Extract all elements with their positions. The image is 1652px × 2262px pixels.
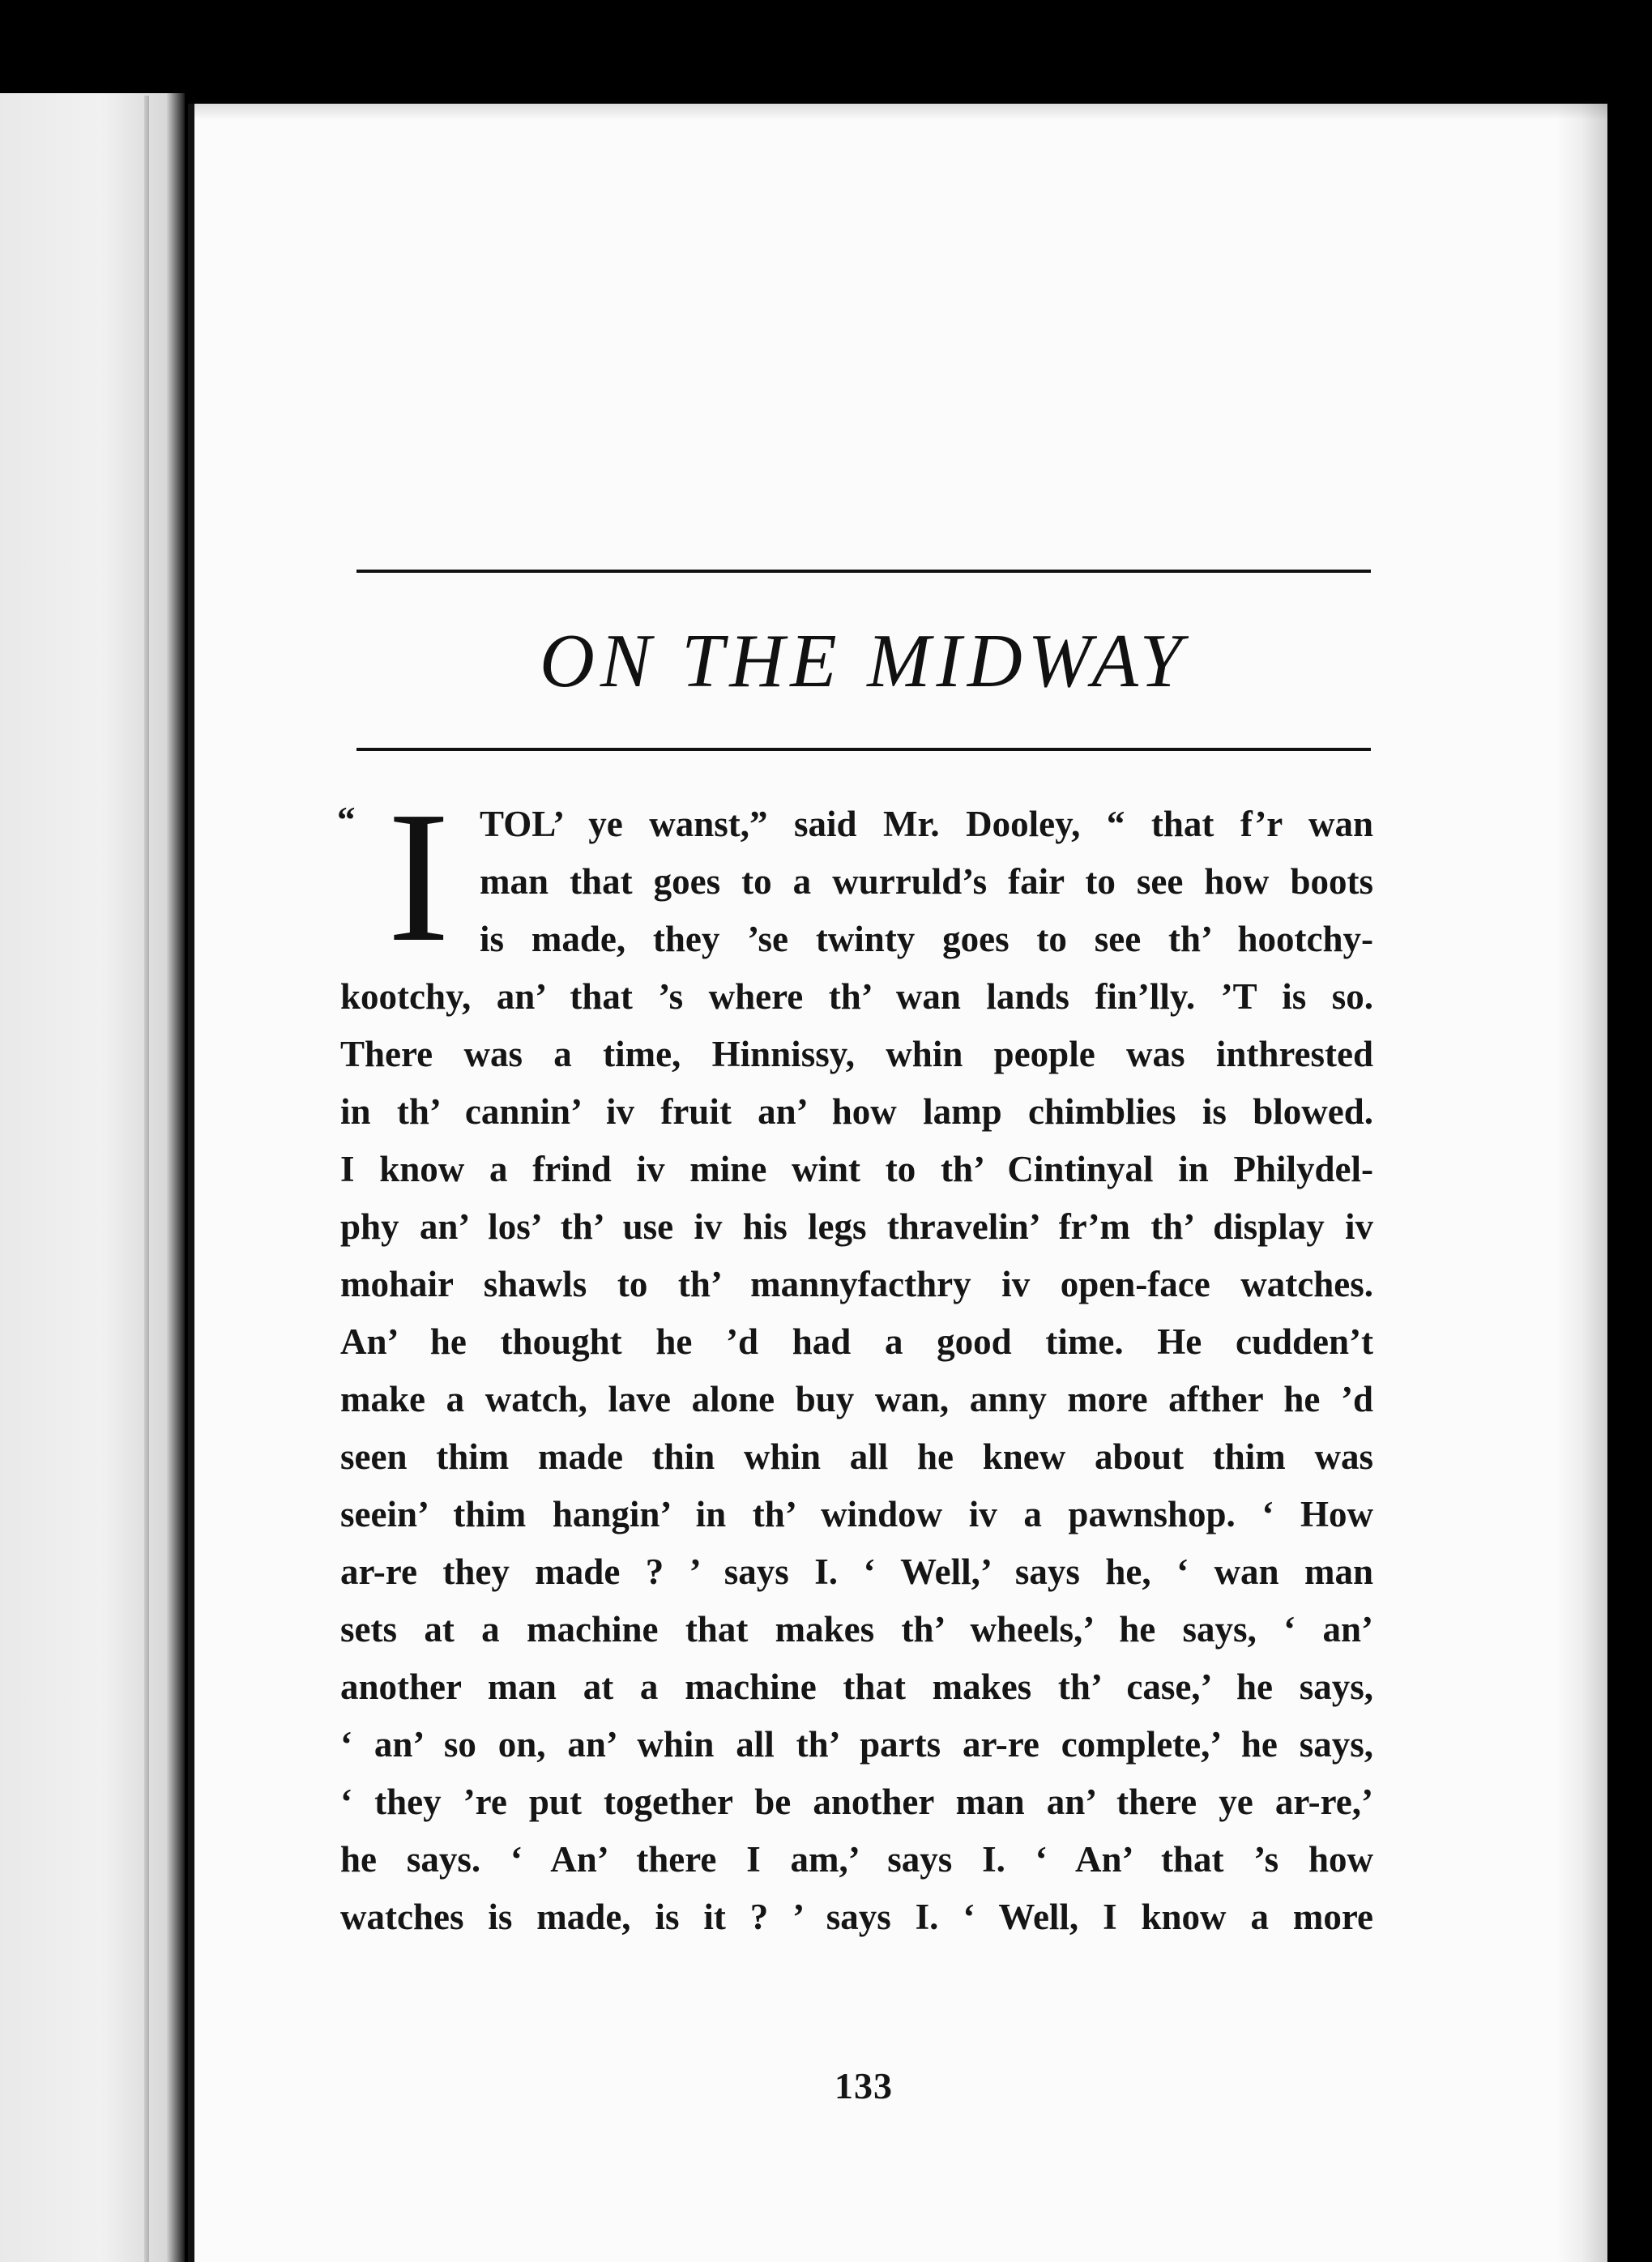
facing-page-gutter bbox=[144, 96, 149, 2262]
drop-cap-letter: I bbox=[387, 773, 450, 981]
text-line: ‘ an’ so on, an’ whin all th’ parts ar-re complete,’ he says, bbox=[340, 1724, 1373, 1765]
page-edge-shadow bbox=[1556, 104, 1607, 2262]
text-line: phy an’ los’ th’ use iv his legs thravelin’ fr’m th’ display iv bbox=[340, 1206, 1373, 1247]
text-line: ar-re they made ? ’ says I. ‘ Well,’ says he, ‘ wan man bbox=[340, 1551, 1373, 1592]
text-line: An’ he thought he ’d had a good time. He cudden’t bbox=[340, 1321, 1373, 1362]
text-line: mohair shawls to th’ mannyfacthry iv open-face watches. bbox=[340, 1264, 1373, 1304]
page-top-shadow bbox=[194, 104, 1607, 120]
text-line: seen thim made thin whin all he knew about thim was bbox=[340, 1436, 1373, 1477]
text-line: There was a time, Hinnissy, whin people was inthrested bbox=[340, 1034, 1373, 1074]
text-line: is made, they ’se twinty goes to see th’ hootchy- bbox=[480, 919, 1373, 959]
title-rule-top bbox=[356, 570, 1371, 573]
text-line: sets at a machine that makes th’ wheels,’ he says, ‘ an’ bbox=[340, 1609, 1373, 1650]
text-line: in th’ cannin’ iv fruit an’ how lamp chimblies is blowed. bbox=[340, 1091, 1373, 1132]
text-line: watches is made, is it ? ’ says I. ‘ Well, I know a more bbox=[340, 1897, 1373, 1937]
chapter-title: ON THE MIDWAY bbox=[540, 619, 1188, 703]
page-number: 133 bbox=[835, 2065, 893, 2106]
text-line: I know a frind iv mine wint to th’ Cintinyal in Philydel- bbox=[340, 1149, 1373, 1189]
text-line: TOL’ ye wanst,” said Mr. Dooley, “ that f’r wan bbox=[480, 804, 1373, 844]
text-line: man that goes to a wurruld’s fair to see how boots bbox=[480, 861, 1373, 902]
text-line: seein’ thim hangin’ in th’ window iv a pawnshop. ‘ How bbox=[340, 1494, 1373, 1534]
text-line: ‘ they ’re put together be another man an’ there ye ar-re,’ bbox=[340, 1782, 1373, 1822]
opening-quote-mark: “ bbox=[337, 800, 356, 840]
text-line: make a watch, lave alone buy wan, anny more afther he ’d bbox=[340, 1379, 1373, 1419]
book-page bbox=[188, 104, 1607, 2262]
text-line: he says. ‘ An’ there I am,’ says I. ‘ An’ that ’s how bbox=[340, 1839, 1373, 1880]
title-rule-bottom bbox=[356, 748, 1371, 751]
body-text bbox=[337, 773, 1373, 1946]
text-line: kootchy, an’ that ’s where th’ wan lands fin’lly. ’T is so. bbox=[340, 976, 1373, 1017]
facing-page bbox=[0, 93, 185, 2262]
text-line: another man at a machine that makes th’ case,’ he says, bbox=[340, 1667, 1373, 1707]
